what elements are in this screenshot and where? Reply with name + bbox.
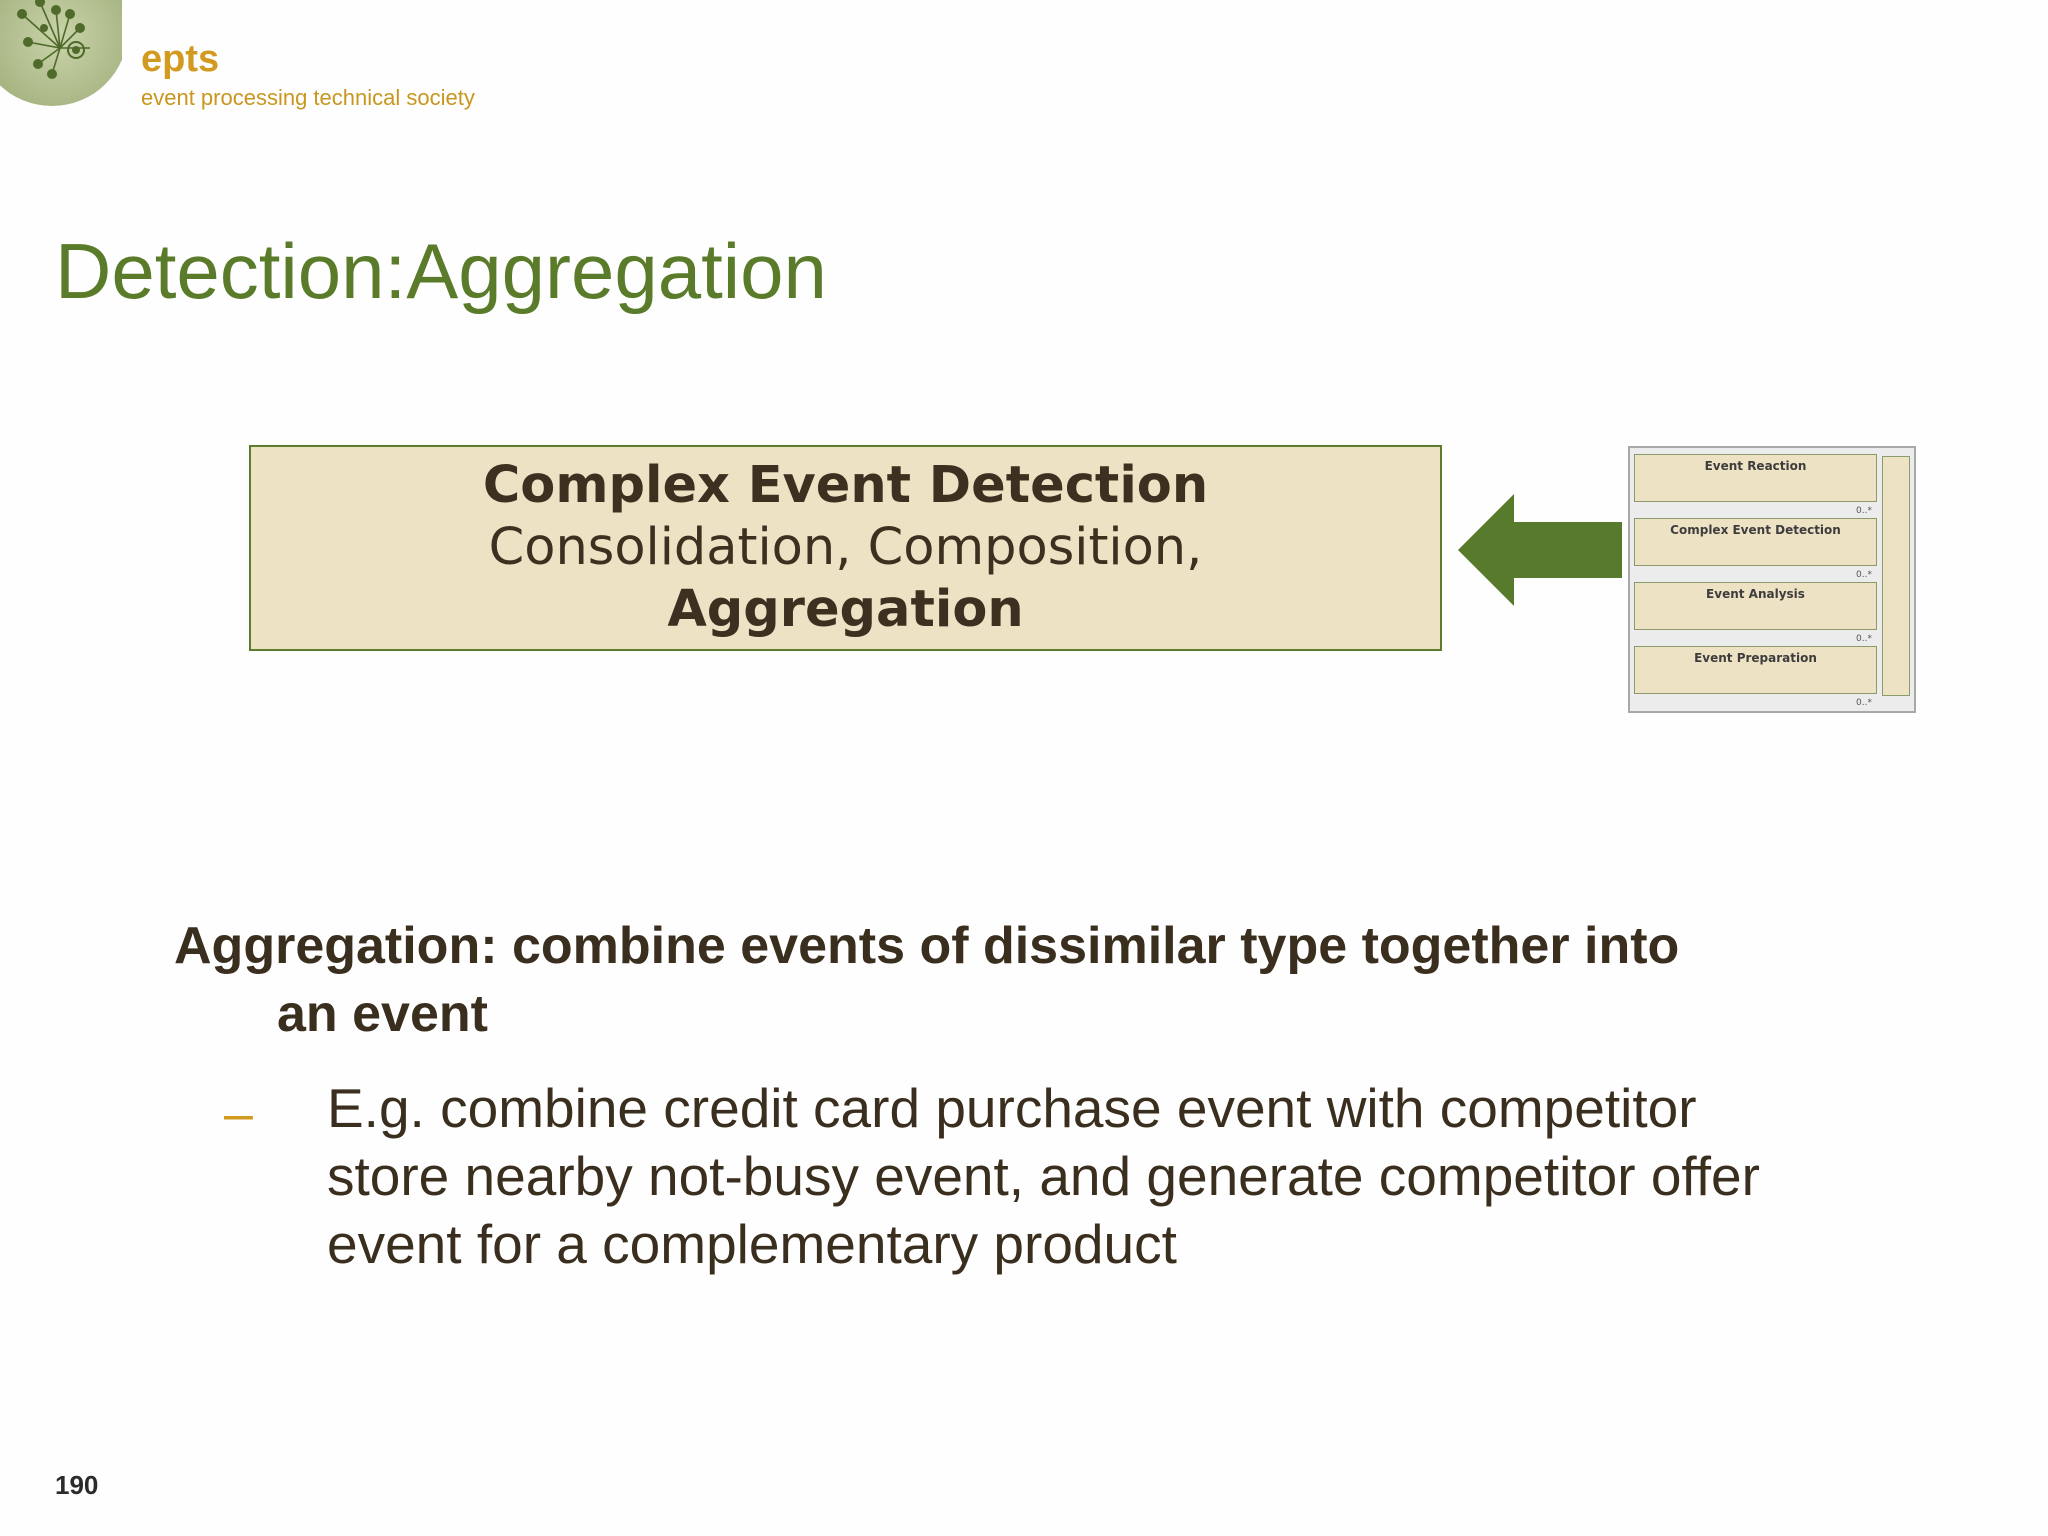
sub-bullet-line: store nearby not-busy event, and generate competitor offer <box>327 1145 1760 1207</box>
brand-tagline: event processing technical society <box>141 85 475 110</box>
main-bullet-line: an event <box>277 985 488 1043</box>
detection-emphasis: Aggregation <box>667 580 1024 639</box>
layer-multiplicity: 0..* <box>1856 698 1872 708</box>
main-bullet <box>174 912 1874 1048</box>
layer-event-reaction <box>1634 454 1877 516</box>
layer-label: Complex Event Detection <box>1670 523 1841 537</box>
detection-subtitle: Consolidation, Composition, <box>488 518 1203 577</box>
brand-name: epts <box>141 38 220 80</box>
detection-box <box>249 445 1442 651</box>
layer-stack <box>1634 454 1877 710</box>
layer-label: Event Reaction <box>1704 459 1807 473</box>
main-bullet-line: Aggregation: combine events of dissimilar type together into <box>174 917 1680 975</box>
slide-title: Detection:Aggregation <box>55 227 827 315</box>
layer-diagram <box>1628 446 1916 713</box>
left-arrow-icon <box>1458 494 1622 606</box>
sub-bullet-line: event for a complementary product <box>327 1213 1177 1275</box>
layer-label: Event Preparation <box>1694 651 1817 665</box>
layer-multiplicity: 0..* <box>1856 570 1872 580</box>
layer-multiplicity: 0..* <box>1856 506 1872 516</box>
layer-event-preparation <box>1634 646 1877 708</box>
layer-complex-event-detection <box>1634 518 1877 580</box>
layer-label: Event Analysis <box>1706 587 1805 601</box>
epts-logo-icon <box>0 0 122 106</box>
sub-bullet <box>327 1074 1887 1278</box>
sub-bullet-marker: – <box>224 1085 253 1143</box>
page-number: 190 <box>55 1470 99 1500</box>
layer-multiplicity: 0..* <box>1856 634 1872 644</box>
sub-bullet-line: E.g. combine credit card purchase event with competitor <box>327 1077 1697 1139</box>
layer-side-bar <box>1882 456 1910 696</box>
layer-event-analysis <box>1634 582 1877 644</box>
detection-heading: Complex Event Detection <box>482 456 1209 515</box>
